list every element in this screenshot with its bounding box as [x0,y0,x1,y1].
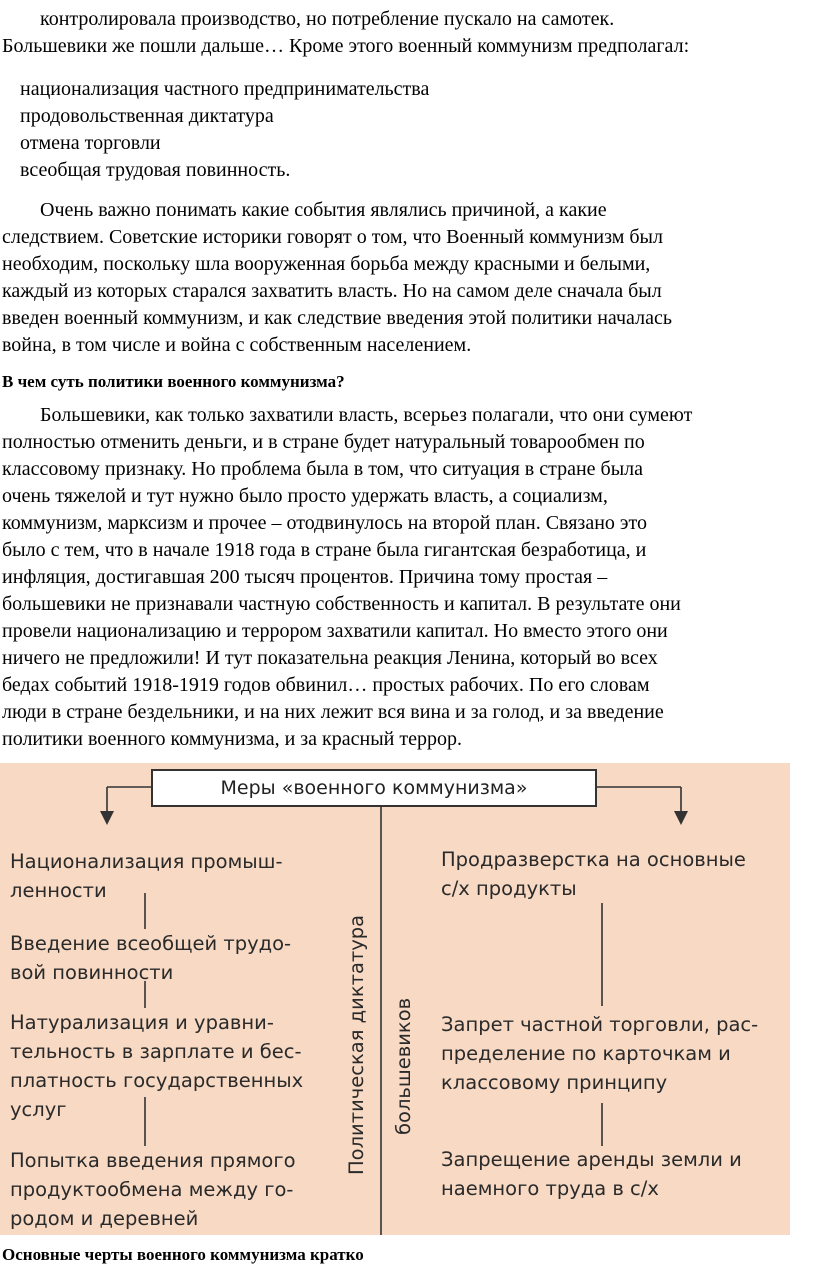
section-heading: В чем суть политики военного коммунизма? [2,372,345,391]
diagram-center-label-line-2: большевиков [392,997,415,1135]
measures-diagram [0,763,790,1235]
diagram-center-label-line-1: Политическая диктатура [345,914,368,1175]
list-item: всеобщая трудовая повинность. [20,159,291,181]
text-line-continuation: контролировала производство, но потребление пускало на самотек. [40,8,615,30]
text-line-intro: Большевики же пошли дальше… Кроме этого военный коммунизм предполагал: [2,35,690,57]
list-item: продовольственная диктатура [20,105,274,127]
diagram-right-item-1: Продразверстка на основные с/х продукты [441,848,746,900]
diagram-title: Меры «военного коммунизма» [151,769,597,807]
diagram-right-item-2: Запрет частной торговли, рас- пределение по карточкам и классовому принципу [441,1013,759,1094]
paragraph-1-first-line: Очень важно понимать какие события являлись причиной, а какие [40,199,607,221]
diagram-left-item-2: Введение всеобщей трудо- вой повинности [10,932,292,984]
measures-list [20,76,429,184]
section-heading: Основные черты военного коммунизма кратко [2,1245,364,1264]
list-item: отмена торговли [20,132,161,154]
diagram-left-item-1: Национализация промыш- ленности [10,850,283,902]
diagram-right-item-3: Запрещение аренды земли и наемного труда в с/х [441,1148,742,1200]
paragraph-2-body: полностью отменить деньги, и в стране будет натуральный товарообмен по классовому признаку. Но проблема была в том, что ситуация в стране была очень тяжелой и тут нужно было просто удержать власть, а социализм, коммунизм, марксизм и прочее – отодвинулось на второй план. Связано это было с тем, что в начале 1918 года в стране была гигантская безработица, и инфляция, достигавшая 200 тысяч процентов. Причина тому простая – большевики не признавали частную собственность и капитал. В результате они провели национализацию и террором захватили капитал. Но вместо этого они ничего не предложили! И тут показательна реакция Ленина, который во всех бедах событий 1918-1919 годов обвинил… простых рабочих. По его словам люди в стране бездельники, и на них лежит вся вина и за голод, и за введение политики военного коммунизма, и за красный террор. [2,431,681,750]
diagram-left-item-4: Попытка введения прямого продуктообмена между го- родом и деревней [10,1149,296,1230]
list-item: национализация частного предпринимательства [20,78,430,100]
paragraph-1-body: следствием. Советские историки говорят о том, что Военный коммунизм был необходим, поскольку шла вооруженная борьба между красными и белыми, каждый из которых старался захватить власть. Но на самом деле сначала был введен военный коммунизм, и как следствие введения этой политики началась война, в том числе и война с собственным населением. [2,226,672,356]
diagram-left-item-3: Натурализация и уравни- тельность в зарплате и бес- платность государственных услуг [10,1011,304,1121]
paragraph-2-first-line: Большевики, как только захватили власть, всерьез полагали, что они сумеют [40,404,693,426]
